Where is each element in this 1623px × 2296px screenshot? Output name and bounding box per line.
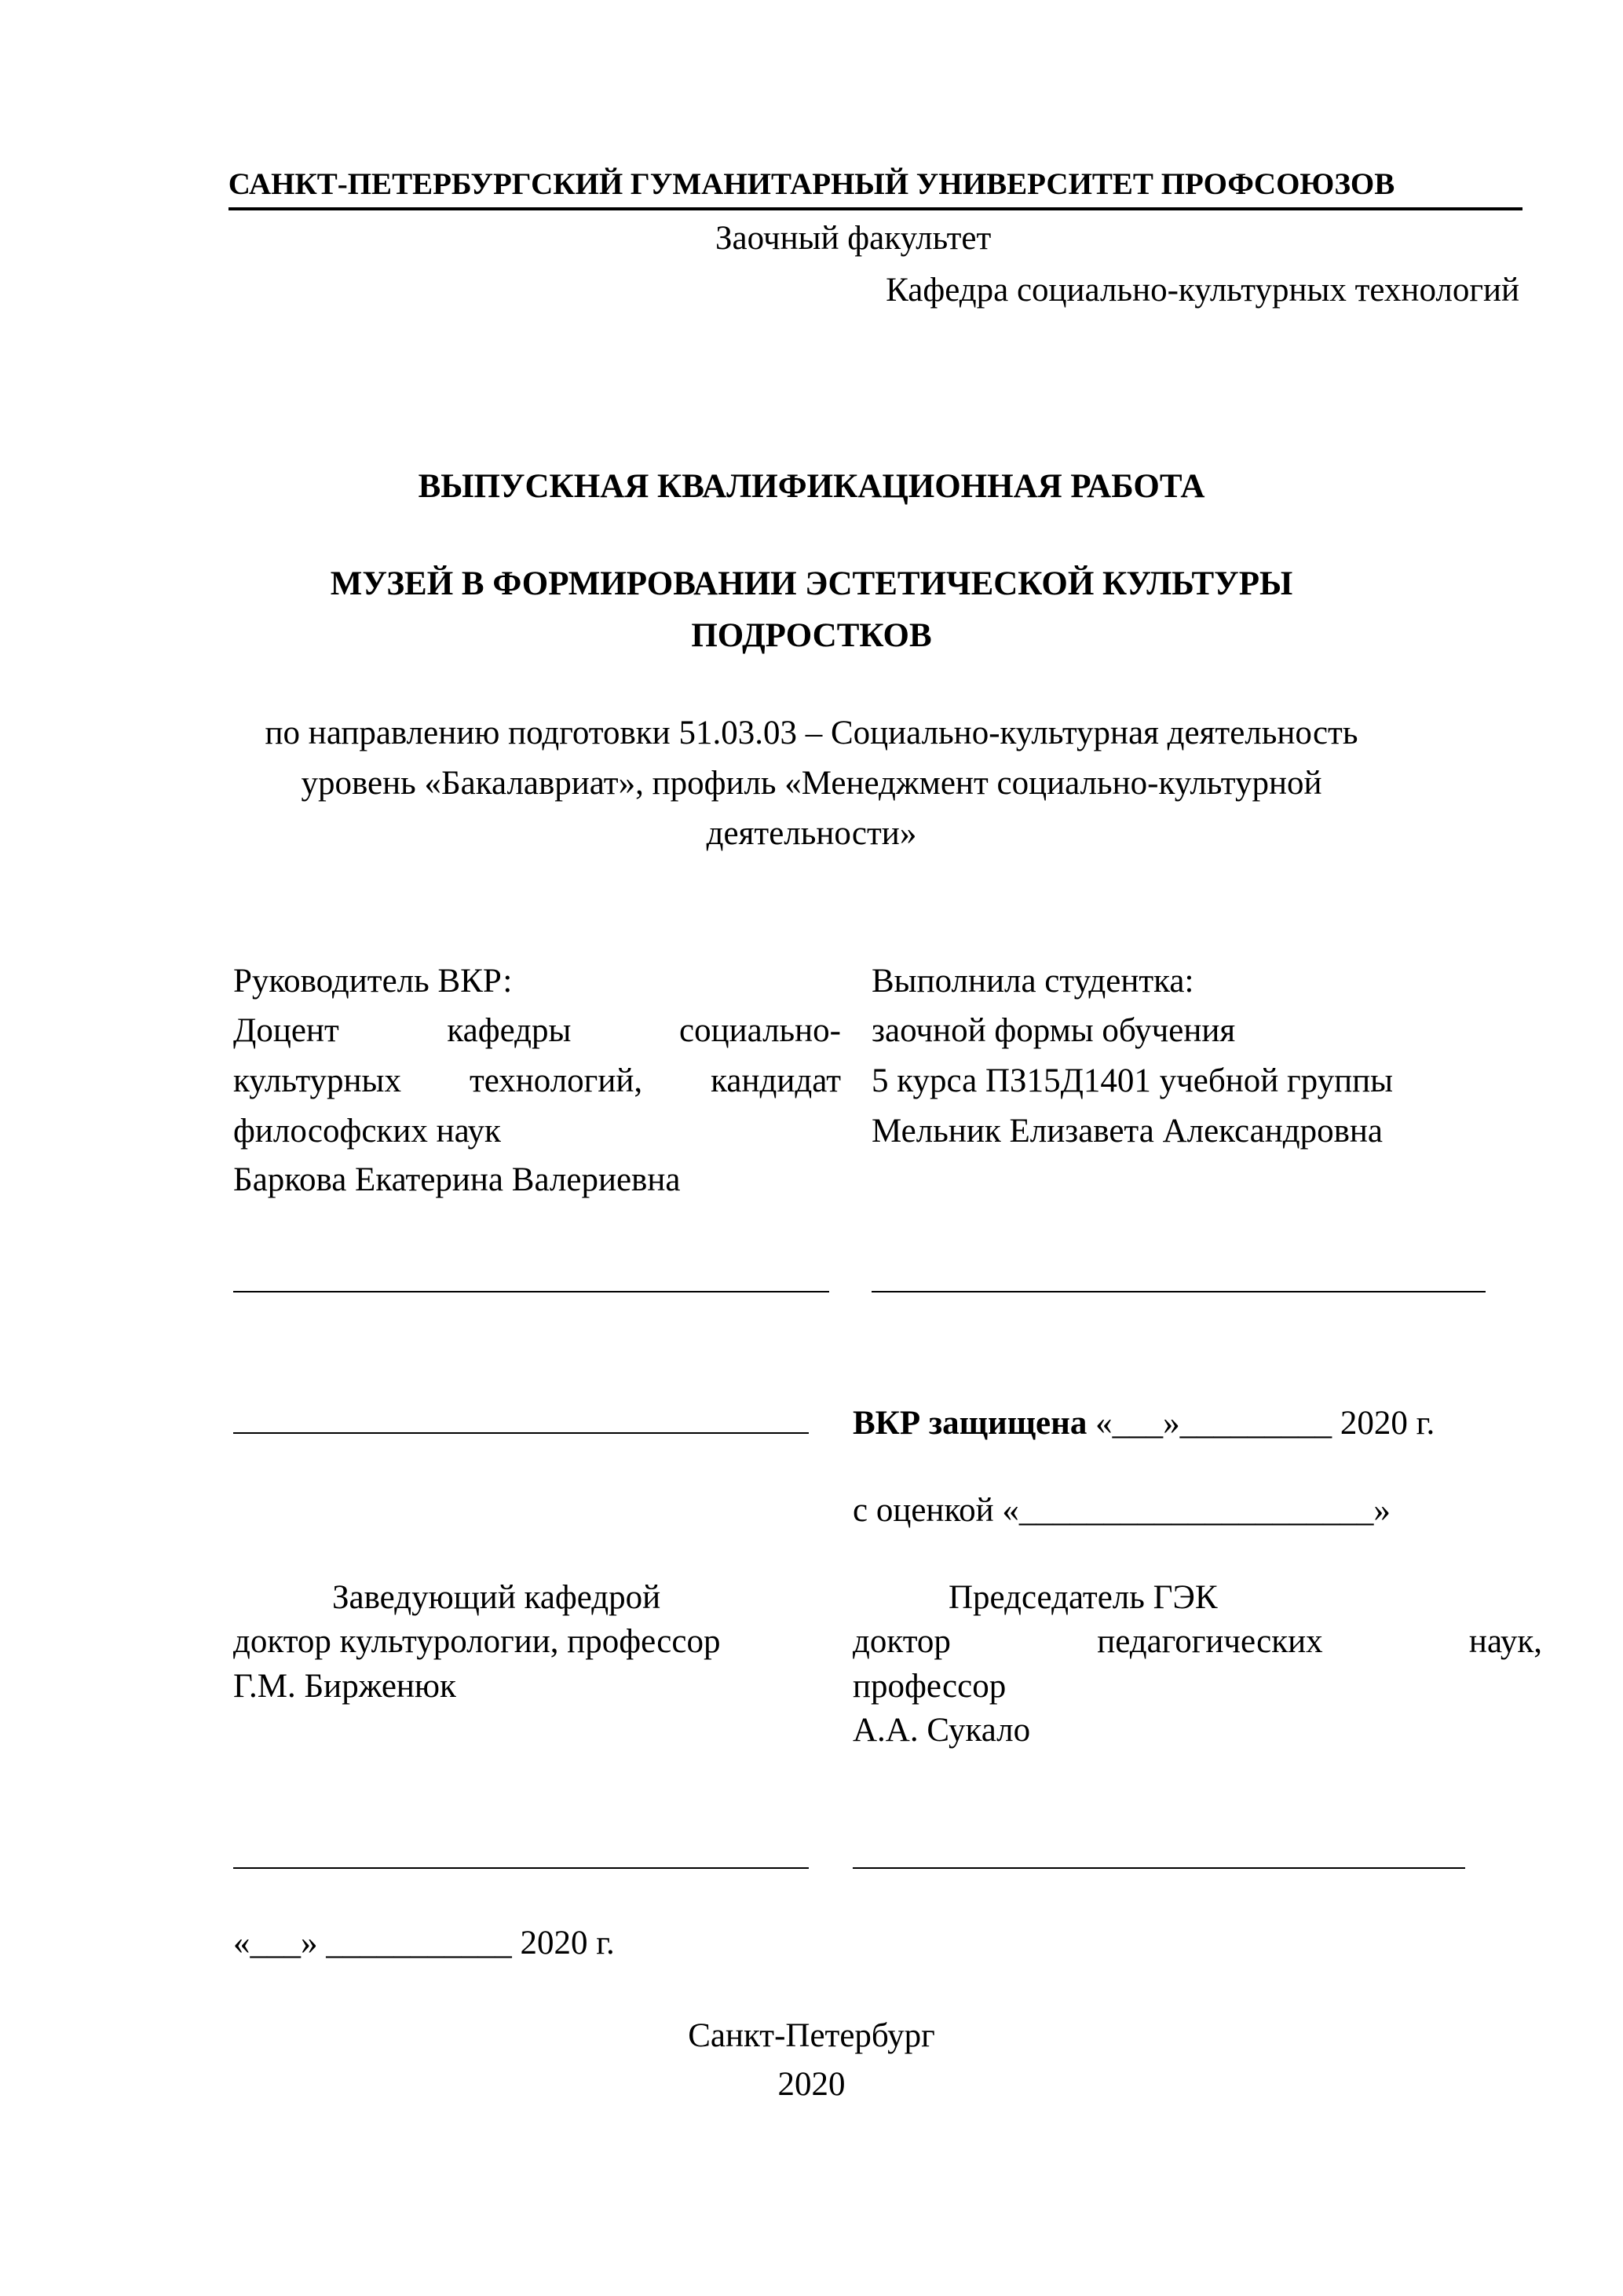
gek-degree-2: профессор [853, 1668, 1007, 1705]
gek-title: Председатель ГЭК [949, 1579, 1218, 1616]
year: 2020 [777, 2066, 846, 2103]
header-rule [228, 207, 1522, 210]
work-type: ВЫПУСКНАЯ КВАЛИФИКАЦИОННАЯ РАБОТА [418, 468, 1205, 505]
direction-line-1: по направлению подготовки 51.03.03 – Социально-культурная деятельность [265, 715, 1358, 751]
head-title: Заведующий кафедрой [332, 1579, 661, 1616]
head-degree: доктор культурологии, профессор [233, 1623, 721, 1660]
supervisor-name: Баркова Екатерина Валериевна [233, 1161, 681, 1198]
head-name: Г.М. Бирженюк [233, 1668, 456, 1705]
defense-date [853, 1398, 1435, 1449]
defense-label: ВКР защищена [853, 1405, 1087, 1442]
direction-line-2: уровень «Бакалавриат», профиль «Менеджмент социально-культурной [301, 765, 1322, 802]
student-form: заочной формы обучения [872, 1012, 1236, 1049]
student-signature-line [872, 1291, 1486, 1292]
direction-line-3: деятельности» [706, 815, 917, 852]
supervisor-signature-line [233, 1291, 829, 1292]
head-signature-line [233, 1867, 809, 1869]
supervisor-label: Руководитель ВКР: [233, 963, 513, 1000]
topic-line-1: МУЗЕЙ В ФОРМИРОВАНИИ ЭСТЕТИЧЕСКОЙ КУЛЬТУРЫ [330, 565, 1293, 602]
defense-date-blank: «___»_________ 2020 г. [1087, 1405, 1435, 1442]
supervisor-position-3: философских наук [233, 1113, 501, 1150]
defense-signature-line [233, 1432, 809, 1434]
gek-degree-1: доктор педагогических наук, [853, 1623, 1542, 1660]
topic-line-2: ПОДРОСТКОВ [691, 617, 932, 654]
gek-name: А.А. Сукало [853, 1712, 1031, 1749]
approval-date: «___» ___________ 2020 г. [233, 1925, 615, 1961]
supervisor-position-2: культурных технологий, кандидат [233, 1062, 841, 1099]
city: Санкт-Петербург [688, 2017, 935, 2054]
student-name: Мельник Елизавета Александровна [872, 1113, 1383, 1150]
department: Кафедра социально-культурных технологий [886, 272, 1519, 309]
student-label: Выполнила студентка: [872, 963, 1194, 1000]
defense-grade: с оценкой «_____________________» [853, 1492, 1391, 1529]
supervisor-position-1: Доцент кафедры социально- [233, 1012, 841, 1049]
gek-signature-line [853, 1867, 1465, 1869]
faculty: Заочный факультет [715, 220, 992, 257]
university-name: САНКТ-ПЕТЕРБУРГСКИЙ ГУМАНИТАРНЫЙ УНИВЕРСИТЕТ ПРОФСОЮЗОВ [228, 167, 1395, 201]
student-group: 5 курса ПЗ15Д1401 учебной группы [872, 1062, 1394, 1099]
